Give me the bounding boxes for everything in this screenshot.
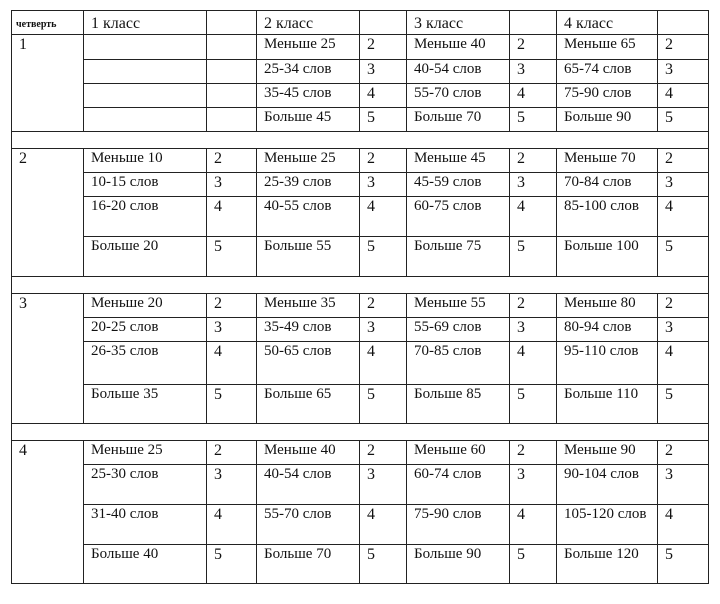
table-row bbox=[12, 385, 709, 424]
table-row bbox=[12, 173, 709, 197]
grade-1-mark-cell: 5 bbox=[207, 237, 257, 277]
grade-3-range-cell: Меньше 40 bbox=[407, 35, 510, 60]
grade-4-range-cell: 70-84 слов bbox=[557, 173, 658, 197]
quarter-header: четверть bbox=[12, 11, 84, 35]
grade-3-range-cell: 60-75 слов bbox=[407, 197, 510, 237]
grade-2-range-cell: 25-39 слов bbox=[257, 173, 360, 197]
grade-2-mark-cell: 4 bbox=[360, 84, 407, 108]
separator-cell bbox=[12, 277, 709, 294]
grade-1-range-cell: Больше 40 bbox=[84, 545, 207, 584]
grade-2-mark-header bbox=[360, 11, 407, 35]
grade-1-range-cell: 16-20 слов bbox=[84, 197, 207, 237]
grade-3-range-cell: 55-69 слов bbox=[407, 318, 510, 342]
separator-row bbox=[12, 277, 709, 294]
table-row bbox=[12, 465, 709, 505]
grade-2-mark-cell: 5 bbox=[360, 385, 407, 424]
grade-1-mark-cell: 5 bbox=[207, 545, 257, 584]
grade-4-mark-cell: 2 bbox=[658, 149, 709, 173]
grade-1-range-cell bbox=[84, 108, 207, 132]
grade-3-mark-cell: 5 bbox=[510, 108, 557, 132]
grade-3-mark-cell: 3 bbox=[510, 60, 557, 84]
grade-1-range-cell bbox=[84, 35, 207, 60]
grade-3-mark-cell: 4 bbox=[510, 84, 557, 108]
grade-2-mark-cell: 3 bbox=[360, 173, 407, 197]
grade-1-mark-cell: 4 bbox=[207, 342, 257, 385]
grade-3-mark-cell: 2 bbox=[510, 294, 557, 318]
grade-3-range-cell: Меньше 55 bbox=[407, 294, 510, 318]
grade-2-range-cell: Больше 45 bbox=[257, 108, 360, 132]
grade-1-mark-cell: 4 bbox=[207, 505, 257, 545]
grade-4-range-cell: 85-100 слов bbox=[557, 197, 658, 237]
grade-4-range-cell: 95-110 слов bbox=[557, 342, 658, 385]
grade-3-mark-cell: 4 bbox=[510, 197, 557, 237]
grade-3-range-cell: Больше 75 bbox=[407, 237, 510, 277]
grade-4-mark-cell: 4 bbox=[658, 505, 709, 545]
grade-1-range-cell: 20-25 слов bbox=[84, 318, 207, 342]
table-row bbox=[12, 342, 709, 385]
grade-1-mark-cell: 3 bbox=[207, 465, 257, 505]
table-row bbox=[12, 108, 709, 132]
grade-1-mark-header bbox=[207, 11, 257, 35]
quarter-cell: 3 bbox=[12, 294, 84, 424]
grade-1-mark-cell: 3 bbox=[207, 318, 257, 342]
grade-4-mark-cell: 4 bbox=[658, 84, 709, 108]
grade-4-range-cell: Больше 110 bbox=[557, 385, 658, 424]
grade-2-mark-cell: 3 bbox=[360, 60, 407, 84]
grade-4-mark-cell: 3 bbox=[658, 60, 709, 84]
grade-1-mark-cell: 4 bbox=[207, 197, 257, 237]
grade-3-range-cell: 55-70 слов bbox=[407, 84, 510, 108]
grade-2-range-cell: Меньше 40 bbox=[257, 441, 360, 465]
separator-row bbox=[12, 132, 709, 149]
grade-1-header: 1 класс bbox=[84, 11, 207, 35]
grade-3-mark-cell: 3 bbox=[510, 173, 557, 197]
grade-3-mark-cell: 3 bbox=[510, 318, 557, 342]
grade-4-range-cell: Меньше 65 bbox=[557, 35, 658, 60]
grade-3-range-cell: 60-74 слов bbox=[407, 465, 510, 505]
grade-1-range-cell: Меньше 20 bbox=[84, 294, 207, 318]
grade-2-mark-cell: 5 bbox=[360, 545, 407, 584]
grade-1-range-cell: 10-15 слов bbox=[84, 173, 207, 197]
grade-1-mark-cell bbox=[207, 84, 257, 108]
grade-4-mark-cell: 4 bbox=[658, 197, 709, 237]
separator-row bbox=[12, 424, 709, 441]
grade-2-mark-cell: 2 bbox=[360, 149, 407, 173]
grade-3-range-cell: 70-85 слов bbox=[407, 342, 510, 385]
quarter-cell: 2 bbox=[12, 149, 84, 277]
grade-3-mark-cell: 5 bbox=[510, 237, 557, 277]
table-row bbox=[12, 149, 709, 173]
grade-1-range-cell: 31-40 слов bbox=[84, 505, 207, 545]
table-row bbox=[12, 318, 709, 342]
table-row bbox=[12, 505, 709, 545]
grade-1-mark-cell bbox=[207, 35, 257, 60]
grade-4-range-cell: Меньше 90 bbox=[557, 441, 658, 465]
grade-1-range-cell: Меньше 25 bbox=[84, 441, 207, 465]
grade-2-mark-cell: 2 bbox=[360, 35, 407, 60]
grade-3-mark-header bbox=[510, 11, 557, 35]
norms-body bbox=[12, 35, 709, 584]
grade-1-range-cell: Меньше 10 bbox=[84, 149, 207, 173]
grade-4-range-cell: 65-74 слов bbox=[557, 60, 658, 84]
grade-1-range-cell: 25-30 слов bbox=[84, 465, 207, 505]
grade-4-mark-header bbox=[658, 11, 709, 35]
grade-3-mark-cell: 5 bbox=[510, 545, 557, 584]
grade-4-mark-cell: 3 bbox=[658, 465, 709, 505]
grade-2-mark-cell: 4 bbox=[360, 197, 407, 237]
grade-1-range-cell: Больше 35 bbox=[84, 385, 207, 424]
table-row bbox=[12, 545, 709, 584]
grade-1-mark-cell bbox=[207, 108, 257, 132]
grade-4-mark-cell: 3 bbox=[658, 173, 709, 197]
grade-4-mark-cell: 5 bbox=[658, 545, 709, 584]
grade-4-mark-cell: 5 bbox=[658, 237, 709, 277]
grade-4-mark-cell: 2 bbox=[658, 441, 709, 465]
grade-4-range-cell: 75-90 слов bbox=[557, 84, 658, 108]
grade-2-range-cell: 40-54 слов bbox=[257, 465, 360, 505]
grade-2-range-cell: Больше 55 bbox=[257, 237, 360, 277]
grade-3-range-cell: Больше 85 bbox=[407, 385, 510, 424]
grade-3-mark-cell: 3 bbox=[510, 465, 557, 505]
grade-2-range-cell: 25-34 слов bbox=[257, 60, 360, 84]
grade-4-range-cell: Меньше 80 bbox=[557, 294, 658, 318]
grade-1-range-cell: 26-35 слов bbox=[84, 342, 207, 385]
grade-2-range-cell: 55-70 слов bbox=[257, 505, 360, 545]
grade-4-mark-cell: 4 bbox=[658, 342, 709, 385]
reading-norms-table bbox=[11, 10, 709, 584]
grade-2-range-cell: Больше 70 bbox=[257, 545, 360, 584]
grade-1-mark-cell: 2 bbox=[207, 149, 257, 173]
separator-cell bbox=[12, 424, 709, 441]
grade-1-mark-cell bbox=[207, 60, 257, 84]
grade-1-mark-cell: 3 bbox=[207, 173, 257, 197]
grade-3-mark-cell: 2 bbox=[510, 35, 557, 60]
grade-4-range-cell: 90-104 слов bbox=[557, 465, 658, 505]
grade-4-header: 4 класс bbox=[557, 11, 658, 35]
grade-3-range-cell: Больше 70 bbox=[407, 108, 510, 132]
grade-1-mark-cell: 2 bbox=[207, 294, 257, 318]
grade-1-range-cell bbox=[84, 84, 207, 108]
table-row bbox=[12, 60, 709, 84]
grade-3-mark-cell: 2 bbox=[510, 441, 557, 465]
grade-2-mark-cell: 4 bbox=[360, 342, 407, 385]
grade-3-range-cell: 40-54 слов bbox=[407, 60, 510, 84]
grade-3-range-cell: 45-59 слов bbox=[407, 173, 510, 197]
grade-3-mark-cell: 2 bbox=[510, 149, 557, 173]
grade-2-mark-cell: 5 bbox=[360, 237, 407, 277]
grade-4-range-cell: Больше 90 bbox=[557, 108, 658, 132]
table-row bbox=[12, 35, 709, 60]
grade-3-range-cell: Больше 90 bbox=[407, 545, 510, 584]
grade-1-mark-cell: 2 bbox=[207, 441, 257, 465]
grade-4-mark-cell: 2 bbox=[658, 294, 709, 318]
grade-2-range-cell: 40-55 слов bbox=[257, 197, 360, 237]
table-row bbox=[12, 441, 709, 465]
grade-3-mark-cell: 4 bbox=[510, 342, 557, 385]
grade-2-mark-cell: 2 bbox=[360, 294, 407, 318]
grade-2-range-cell: Меньше 25 bbox=[257, 149, 360, 173]
header-row bbox=[12, 11, 709, 35]
grade-2-range-cell: 50-65 слов bbox=[257, 342, 360, 385]
table-row bbox=[12, 197, 709, 237]
grade-2-mark-cell: 2 bbox=[360, 441, 407, 465]
grade-3-range-cell: Меньше 60 bbox=[407, 441, 510, 465]
grade-4-range-cell: 105-120 слов bbox=[557, 505, 658, 545]
grade-4-mark-cell: 5 bbox=[658, 385, 709, 424]
grade-2-mark-cell: 5 bbox=[360, 108, 407, 132]
grade-3-mark-cell: 4 bbox=[510, 505, 557, 545]
grade-4-range-cell: Меньше 70 bbox=[557, 149, 658, 173]
grade-1-mark-cell: 5 bbox=[207, 385, 257, 424]
grade-3-range-cell: 75-90 слов bbox=[407, 505, 510, 545]
quarter-cell: 1 bbox=[12, 35, 84, 132]
grade-2-mark-cell: 4 bbox=[360, 505, 407, 545]
grade-2-mark-cell: 3 bbox=[360, 318, 407, 342]
grade-4-range-cell: Больше 100 bbox=[557, 237, 658, 277]
separator-cell bbox=[12, 132, 709, 149]
grade-4-range-cell: Больше 120 bbox=[557, 545, 658, 584]
grade-3-mark-cell: 5 bbox=[510, 385, 557, 424]
grade-4-mark-cell: 3 bbox=[658, 318, 709, 342]
grade-2-range-cell: Меньше 25 bbox=[257, 35, 360, 60]
grade-1-range-cell: Больше 20 bbox=[84, 237, 207, 277]
table-row bbox=[12, 84, 709, 108]
grade-2-header: 2 класс bbox=[257, 11, 360, 35]
grade-2-range-cell: Больше 65 bbox=[257, 385, 360, 424]
table-row bbox=[12, 237, 709, 277]
grade-2-mark-cell: 3 bbox=[360, 465, 407, 505]
grade-3-range-cell: Меньше 45 bbox=[407, 149, 510, 173]
grade-2-range-cell: Меньше 35 bbox=[257, 294, 360, 318]
quarter-cell: 4 bbox=[12, 441, 84, 584]
grade-2-range-cell: 35-49 слов bbox=[257, 318, 360, 342]
grade-4-range-cell: 80-94 слов bbox=[557, 318, 658, 342]
table-row bbox=[12, 294, 709, 318]
grade-1-range-cell bbox=[84, 60, 207, 84]
grade-3-header: 3 класс bbox=[407, 11, 510, 35]
grade-4-mark-cell: 5 bbox=[658, 108, 709, 132]
grade-4-mark-cell: 2 bbox=[658, 35, 709, 60]
grade-2-range-cell: 35-45 слов bbox=[257, 84, 360, 108]
